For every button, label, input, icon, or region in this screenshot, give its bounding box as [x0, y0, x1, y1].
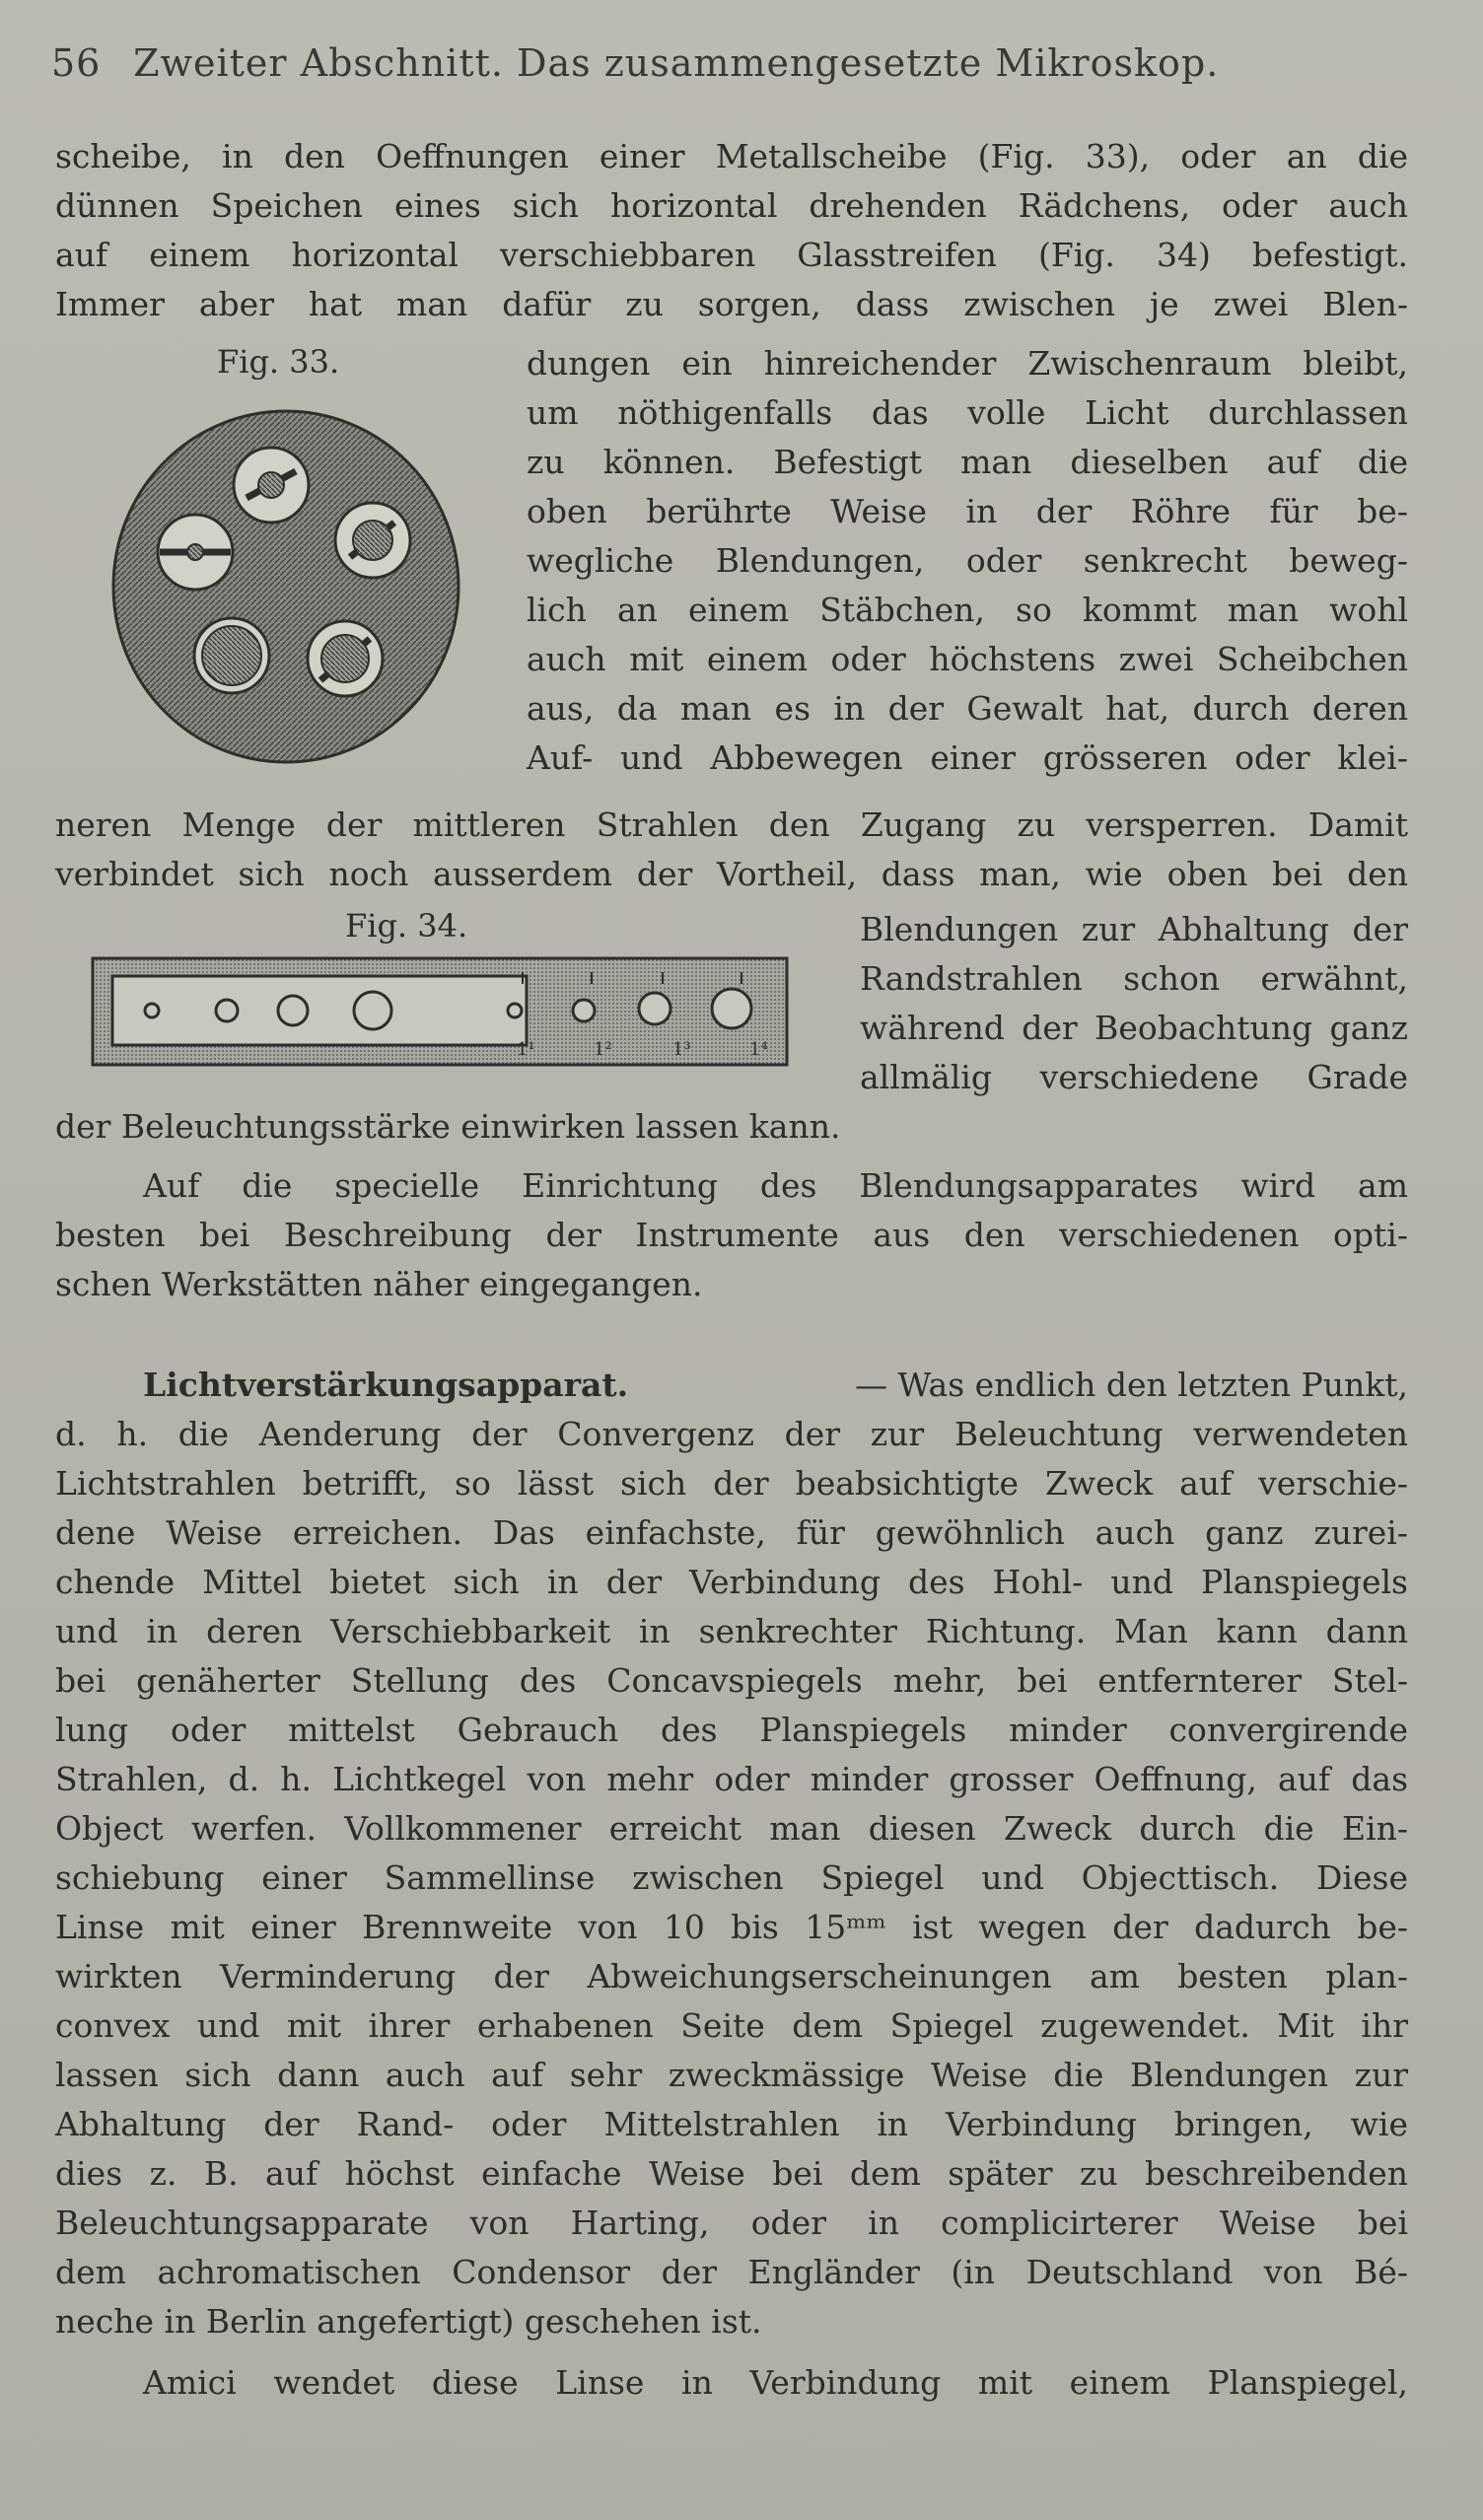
text-line: während der Beobachtung ganz — [860, 1009, 1408, 1047]
text-line: dem achromatischen Condensor der Engländer (in Deutschland von Bé- — [55, 2253, 1408, 2291]
text-line: d. h. die Aenderung der Convergenz der zur Beleuchtung verwendeten — [55, 1415, 1408, 1453]
text-line: lassen sich dann auch auf sehr zweckmässige Weise die Blendungen zur — [55, 2056, 1408, 2094]
text-line: zu können. Befestigt man dieselben auf die — [527, 443, 1408, 481]
text-line: verbindet sich noch ausserdem der Vortheil, dass man, wie oben bei den — [55, 855, 1408, 893]
running-header — [51, 41, 1412, 101]
text-line: neche in Berlin angefertigt) geschehen ist. — [55, 2302, 762, 2341]
text-line: lung oder mittelst Gebrauch des Planspiegels minder convergirende — [55, 1711, 1408, 1749]
text-line: Object werfen. Vollkommener erreicht man diesen Zweck durch die Ein- — [55, 1809, 1408, 1848]
text-line: dungen ein hinreichender Zwischenraum bleibt, — [527, 344, 1408, 383]
section-heading: Lichtverstärkungsapparat. — [143, 1365, 629, 1404]
text-line: auf einem horizontal verschiebbaren Glasstreifen (Fig. 34) befestigt. — [55, 236, 1408, 274]
text-line: schen Werkstätten näher eingegangen. — [55, 1265, 703, 1303]
text-line: wegliche Blendungen, oder senkrecht beweg- — [527, 541, 1408, 580]
text-line: Auf- und Abbewegen einer grösseren oder klei- — [527, 738, 1408, 777]
text-line: Lichtstrahlen betrifft, so lässt sich der beabsichtigte Zweck auf verschie- — [55, 1464, 1408, 1503]
text-line: Immer aber hat man dafür zu sorgen, dass zwischen je zwei Blen- — [55, 285, 1408, 323]
figure-33-caption: Fig. 33. — [217, 343, 340, 381]
text-line: dies z. B. auf höchst einfache Weise bei dem später zu beschreibenden — [55, 2154, 1408, 2193]
text-line: allmälig verschiedene Grade — [860, 1058, 1408, 1096]
text-line: der Beleuchtungsstärke einwirken lassen kann. — [55, 1107, 841, 1146]
section-first-line-text: — Was endlich den letzten Punkt, — [855, 1365, 1408, 1404]
text-line: Beleuchtungsapparate von Harting, oder in complicirterer Weise bei — [55, 2204, 1408, 2242]
figure-34-caption: Fig. 34. — [345, 907, 468, 945]
text-line: dünnen Speichen eines sich horizontal drehenden Rädchens, oder auch — [55, 186, 1408, 225]
section-first-line — [143, 1361, 1408, 1410]
text-line: aus, da man es in der Gewalt hat, durch deren — [527, 689, 1408, 728]
figure-33-illustration — [108, 404, 463, 769]
text-line: Amici wendet diese Linse in Verbindung mit einem Planspiegel, — [143, 2363, 1408, 2402]
figure-34-label: 1² — [594, 1039, 612, 1060]
text-line: chende Mittel bietet sich in der Verbindung des Hohl- und Planspiegels — [55, 1563, 1408, 1601]
text-line: convex und mit ihrer erhabenen Seite dem Spiegel zugewendet. Mit ihr — [55, 2006, 1408, 2045]
text-line: schiebung einer Sammellinse zwischen Spiegel und Objecttisch. Diese — [55, 1858, 1408, 1897]
text-line: lich an einem Stäbchen, so kommt man wohl — [527, 591, 1408, 629]
text-line: Strahlen, d. h. Lichtkegel von mehr oder minder grosser Oeffnung, auf das — [55, 1760, 1408, 1798]
text-line: bei genäherter Stellung des Concavspiegels mehr, bei entfernterer Stel- — [55, 1661, 1408, 1700]
text-line: oben berührte Weise in der Röhre für be- — [527, 492, 1408, 530]
text-line: Abhaltung der Rand- oder Mittelstrahlen in Verbindung bringen, wie — [55, 2105, 1408, 2143]
text-line: und in deren Verschiebbarkeit in senkrechter Richtung. Man kann dann — [55, 1612, 1408, 1650]
text-line: auch mit einem oder höchstens zwei Scheibchen — [527, 640, 1408, 678]
text-line: besten bei Beschreibung der Instrumente aus den verschiedenen opti- — [55, 1216, 1408, 1254]
figure-34-label: 1³ — [672, 1039, 691, 1060]
text-line: scheibe, in den Oeffnungen einer Metallscheibe (Fig. 33), oder an die — [55, 137, 1408, 175]
text-line: wirkten Verminderung der Abweichungserscheinungen am besten plan- — [55, 1957, 1408, 1995]
text-line: neren Menge der mittleren Strahlen den Zugang zu versperren. Damit — [55, 805, 1408, 844]
figure-34-label: 1⁴ — [749, 1039, 768, 1060]
text-line: um nöthigenfalls das volle Licht durchlassen — [527, 393, 1408, 432]
text-line: Blendungen zur Abhaltung der — [860, 910, 1408, 948]
text-line: Randstrahlen schon erwähnt, — [860, 959, 1408, 998]
running-title: Zweiter Abschnitt. Das zusammengesetzte Mikroskop. — [133, 41, 1220, 85]
text-line: dene Weise erreichen. Das einfachste, für gewöhnlich auch ganz zurei- — [55, 1513, 1408, 1552]
figure-34-illustration — [91, 954, 791, 1071]
page-number: 56 — [51, 41, 102, 85]
text-line: Auf die specielle Einrichtung des Blendungsapparates wird am — [143, 1166, 1408, 1205]
figure-34-label: 1¹ — [517, 1039, 535, 1060]
text-line: Linse mit einer Brennweite von 10 bis 15ᵐᵐ ist wegen der dadurch be- — [55, 1908, 1408, 1946]
